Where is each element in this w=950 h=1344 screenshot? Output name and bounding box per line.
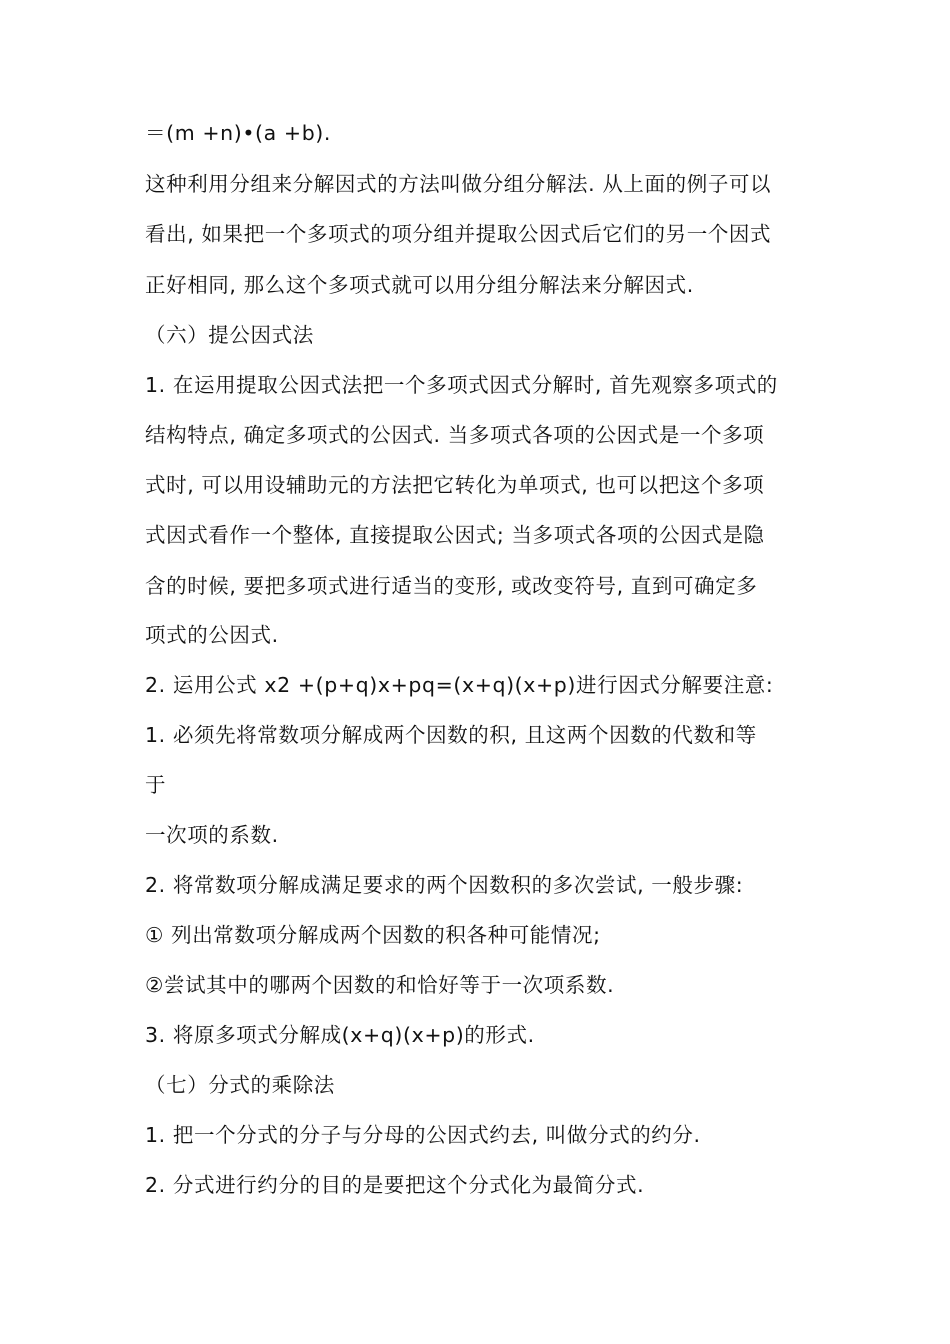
text-line: 式时, 可以用设辅助元的方法把它转化为单项式, 也可以把这个多项 (145, 473, 765, 497)
text-line: 正好相同, 那么这个多项式就可以用分组分解法来分解因式. (145, 273, 694, 297)
text-line: 含的时候, 要把多项式进行适当的变形, 或改变符号, 直到可确定多 (145, 574, 758, 598)
text-line: 项式的公因式. (145, 623, 279, 647)
text-line: 结构特点, 确定多项式的公因式. 当多项式各项的公因式是一个多项 (145, 423, 765, 447)
section-heading: （七）分式的乘除法 (145, 1073, 335, 1097)
text-line: 一次项的系数. (145, 823, 279, 847)
text-line: 1. 在运用提取公因式法把一个多项式因式分解时, 首先观察多项式的 (145, 373, 778, 397)
text-line: ① 列出常数项分解成两个因数的积各种可能情况; (145, 923, 601, 947)
text-line: 看出, 如果把一个多项式的项分组并提取公因式后它们的另一个因式 (145, 222, 772, 246)
text-line-formula: 3. 将原多项式分解成(x+q)(x+p)的形式. (145, 1023, 535, 1047)
text-line: 2. 分式进行约分的目的是要把这个分式化为最简分式. (145, 1173, 645, 1197)
text-line: 1. 把一个分式的分子与分母的公因式约去, 叫做分式的约分. (145, 1123, 701, 1147)
text-line-formula: ＝(m +n)•(a +b). (145, 121, 332, 145)
text-line: 这种利用分组来分解因式的方法叫做分组分解法. 从上面的例子可以 (145, 172, 772, 196)
section-heading: （六）提公因式法 (145, 323, 314, 347)
text-line: 式因式看作一个整体, 直接提取公因式; 当多项式各项的公因式是隐 (145, 523, 765, 547)
text-line: 2. 将常数项分解成满足要求的两个因数积的多次尝试, 一般步骤: (145, 873, 744, 897)
text-line: 于 (145, 773, 167, 797)
text-line-formula: 2. 运用公式 x2 +(p+q)x+pq=(x+q)(x+p)进行因式分解要注意: (145, 673, 774, 697)
text-line: 1. 必须先将常数项分解成两个因数的积, 且这两个因数的代数和等 (145, 723, 757, 747)
text-line: ②尝试其中的哪两个因数的和恰好等于一次项系数. (145, 973, 615, 997)
